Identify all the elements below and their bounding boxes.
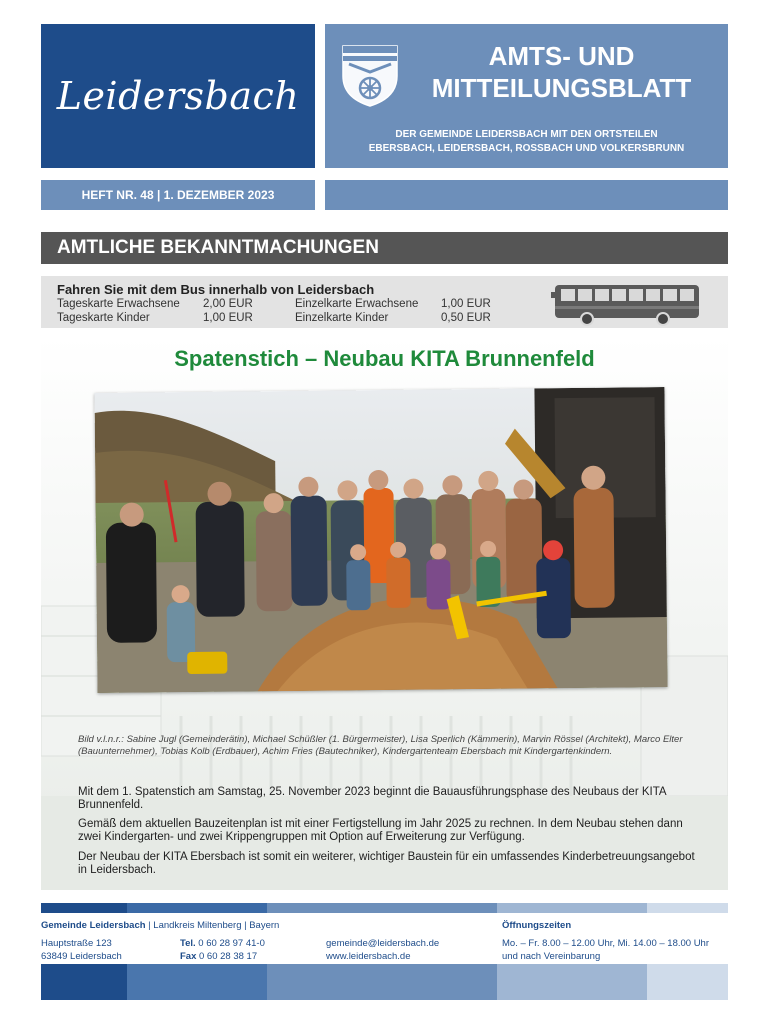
footer-stripe (267, 964, 497, 1000)
footer-website-link[interactable]: www.leidersbach.de (326, 951, 411, 962)
fare-label: Einzelkarte Kinder (295, 312, 389, 324)
fare-label: Einzelkarte Erwachsene (295, 298, 419, 310)
footer-stripe (267, 903, 497, 913)
fare-price: 1,00 EUR (441, 298, 491, 310)
footer-hours-title: Öffnungszeiten (502, 920, 572, 931)
coat-of-arms-icon (339, 42, 401, 108)
footer-street: Hauptstraße 123 (41, 938, 112, 949)
footer-fax-label: Fax (180, 951, 197, 962)
article-paragraph: Der Neubau der KITA Ebersbach ist somit ein weiterer, wichtiger Baustein für ein umfassendes Kinderbetreuungsangebot in Leidersbach. (78, 851, 695, 876)
article-title: Spatenstich – Neubau KITA Brunnenfeld (174, 346, 595, 371)
footer-fax: 0 60 28 38 17 (196, 951, 258, 962)
footer-stripe (497, 903, 647, 913)
footer-stripe (41, 903, 127, 913)
fare-label: Tageskarte Kinder (57, 312, 150, 324)
masthead-title-box (325, 24, 728, 168)
footer-hours-line2: und nach Vereinbarung (502, 951, 601, 962)
bus-fare-row (57, 298, 501, 310)
groundbreaking-photo (94, 387, 667, 693)
footer-stripe (127, 964, 267, 1000)
footer-phone-fax (180, 937, 265, 963)
logo-box (41, 24, 315, 168)
article-paragraph: Gemäß dem aktuellen Bauzeitenplan ist mit einer Fertigstellung im Jahr 2025 zu rechnen. In dem Neubau stehen dann zwei Kindergarten- und zwei Krippengruppen mit Option auf Erweiterung zur Verfügung. (78, 818, 683, 843)
masthead-subtitle (335, 128, 718, 156)
footer-organization (41, 920, 279, 931)
footer-tel[interactable]: 0 60 28 97 41-0 (195, 938, 265, 949)
footer-stripe (647, 903, 728, 913)
masthead-title-line2: MITTEILUNGSBLATT (431, 73, 692, 103)
bus-icon (551, 282, 703, 326)
footer-color-bar (41, 964, 728, 1000)
fare-price: 2,00 EUR (203, 298, 253, 310)
fare-price: 1,00 EUR (203, 312, 253, 324)
groundbreaking-photo-illustration (94, 387, 667, 693)
footer-city: 63849 Leidersbach (41, 951, 122, 962)
article-paragraph: Mit dem 1. Spatenstich am Samstag, 25. November 2023 beginnt die Bauausführungsphase des Neubaus der KITA Brunnenfeld. (78, 786, 666, 811)
fare-price: 0,50 EUR (441, 312, 491, 324)
bus-fare-row (57, 312, 501, 324)
fare-label: Tageskarte Erwachsene (57, 298, 180, 310)
photo-caption: Bild v.l.n.r.: Sabine Jugl (Gemeinderätin), Michael Schüßler (1. Bürgermeister), Lisa Sperlich (Kämmerin), Marvin Rössel (Architekt), Marco Elter (Bauunternehmer), Tobias Kolb (Erdbauer), Achim Fries (Bautechniker), Kindergartenteam Ebersbach mit Kindergartenkindern. (78, 734, 683, 757)
footer-hours (502, 937, 709, 963)
footer-stripe (127, 903, 267, 913)
logo-wordmark: Leidersbach (56, 74, 300, 118)
footer-hours-line1: Mo. – Fr. 8.00 – 12.00 Uhr, Mi. 14.00 – 18.00 Uhr (502, 938, 710, 949)
footer-organization-name: Gemeinde Leidersbach (41, 920, 146, 931)
footer-divider (41, 903, 728, 913)
footer-organization-region: | Landkreis Miltenberg | Bayern (145, 920, 280, 931)
bus-info-box (41, 276, 728, 328)
footer-tel-label: Tel. (180, 938, 196, 949)
footer-address (41, 937, 122, 963)
masthead-subtitle-line1: DER GEMEINDE LEIDERSBACH MIT DEN ORTSTEILEN (395, 129, 658, 140)
issue-info: HEFT NR. 48 | 1. DEZEMBER 2023 (41, 180, 315, 210)
issue-bar-filler (325, 180, 728, 210)
footer-stripe (497, 964, 647, 1000)
masthead-subtitle-line2: EBERSBACH, LEIDERSBACH, ROSSBACH UND VOLKERSBRUNN (368, 143, 685, 154)
section-heading: AMTLICHE BEKANNTMACHUNGEN (41, 232, 728, 264)
bus-info-title: Fahren Sie mit dem Bus innerhalb von Leidersbach (57, 282, 375, 297)
footer-contact-links (326, 937, 439, 963)
footer-stripe (41, 964, 127, 1000)
masthead-title (405, 40, 718, 104)
footer-email-link[interactable]: gemeinde@leidersbach.de (326, 938, 440, 949)
masthead-title-line1: AMTS- UND (488, 41, 635, 71)
footer-stripe (647, 964, 728, 1000)
